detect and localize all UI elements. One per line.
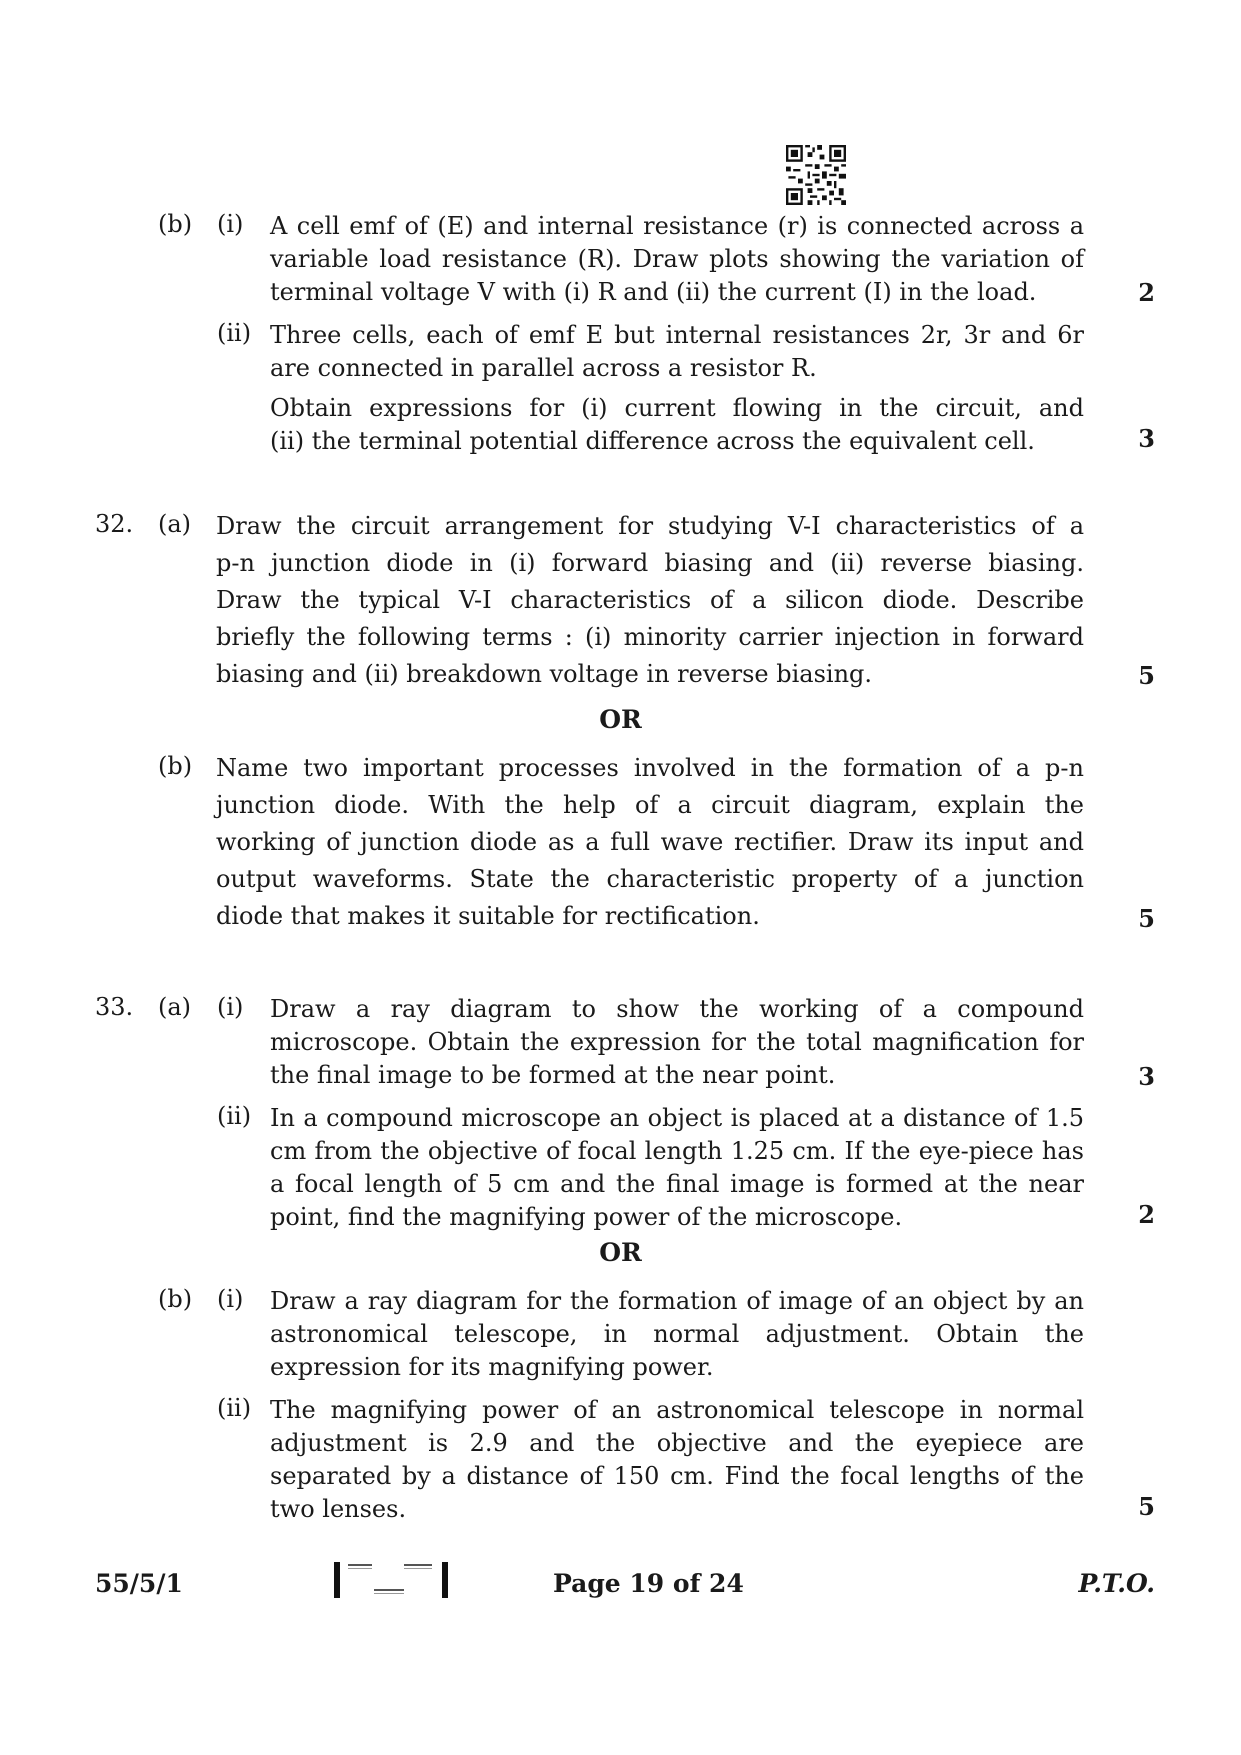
q33b-label: (b) bbox=[158, 1285, 193, 1313]
q33a-label: (a) bbox=[158, 993, 192, 1021]
q33a-ii-text bbox=[270, 1102, 1084, 1234]
text-line: microscope. Obtain the expression for the total magnification for bbox=[270, 1028, 1084, 1056]
q32a-text bbox=[216, 508, 1084, 693]
marks-q33a-i: 3 bbox=[1138, 1062, 1155, 1091]
text-line: adjustment is 2.9 and the objective and the eyepiece are bbox=[270, 1429, 1084, 1457]
or-separator-q32: OR bbox=[599, 705, 642, 734]
text-line: Draw a ray diagram for the formation of image of an object by an bbox=[270, 1287, 1084, 1315]
q31b-i-text bbox=[270, 210, 1084, 309]
q31b-ii-text-2 bbox=[270, 392, 1084, 458]
text-line: cm from the objective of focal length 1.25 cm. If the eye-piece has bbox=[270, 1137, 1084, 1165]
q31b-label: (b) bbox=[158, 210, 193, 238]
or-separator-q33: OR bbox=[599, 1238, 642, 1267]
marks-q31b-ii: 3 bbox=[1138, 424, 1155, 453]
text-line: p-n junction diode in (i) forward biasing and (ii) reverse biasing. bbox=[216, 549, 1084, 577]
marks-q32b: 5 bbox=[1138, 904, 1155, 933]
text-line: the final image to be formed at the near point. bbox=[270, 1061, 836, 1089]
q33b-ii-text bbox=[270, 1394, 1084, 1526]
text-line: output waveforms. State the characteristic property of a junction bbox=[216, 865, 1084, 893]
text-line: Name two important processes involved in the formation of a p-n bbox=[216, 754, 1084, 782]
barcode-icon bbox=[334, 1560, 450, 1600]
text-line: separated by a distance of 150 cm. Find the focal lengths of the bbox=[270, 1462, 1084, 1490]
q32-number: 32. bbox=[95, 510, 134, 538]
text-line: working of junction diode as a full wave rectifier. Draw its input and bbox=[216, 828, 1084, 856]
text-line: (ii) the terminal potential difference across the equivalent cell. bbox=[270, 427, 1035, 455]
text-line: terminal voltage V with (i) R and (ii) the current (I) in the load. bbox=[270, 278, 1037, 306]
q33a-i-label: (i) bbox=[217, 993, 244, 1021]
marks-q31b-i: 2 bbox=[1138, 278, 1155, 307]
page-number: Page 19 of 24 bbox=[553, 1569, 744, 1598]
marks-q32a: 5 bbox=[1138, 661, 1155, 690]
text-line: diode that makes it suitable for rectification. bbox=[216, 902, 760, 930]
text-line: A cell emf of (E) and internal resistance (r) is connected across a bbox=[270, 212, 1084, 240]
q32b-text bbox=[216, 750, 1084, 935]
text-line: briefly the following terms : (i) minority carrier injection in forward bbox=[216, 623, 1084, 651]
text-line: Obtain expressions for (i) current flowing in the circuit, and bbox=[270, 394, 1084, 422]
q33b-i-label: (i) bbox=[217, 1285, 244, 1313]
text-line: Draw a ray diagram to show the working of a compound bbox=[270, 995, 1084, 1023]
q31b-ii-text bbox=[270, 319, 1084, 385]
q31b-ii-label: (ii) bbox=[217, 319, 252, 347]
marks-q33a-ii: 2 bbox=[1138, 1200, 1155, 1229]
text-line: variable load resistance (R). Draw plots showing the variation of bbox=[270, 245, 1084, 273]
paper-code: 55/5/1 bbox=[95, 1569, 183, 1598]
q33a-i-text bbox=[270, 993, 1084, 1092]
text-line: Draw the typical V-I characteristics of a silicon diode. Describe bbox=[216, 586, 1084, 614]
q32b-label: (b) bbox=[158, 752, 193, 780]
q33-number: 33. bbox=[95, 993, 134, 1021]
text-line: a focal length of 5 cm and the final image is formed at the near bbox=[270, 1170, 1084, 1198]
q33a-ii-label: (ii) bbox=[217, 1102, 252, 1130]
q32a-label: (a) bbox=[158, 510, 192, 538]
text-line: The magnifying power of an astronomical telescope in normal bbox=[270, 1396, 1084, 1424]
q33b-i-text bbox=[270, 1285, 1084, 1384]
q31b-i-label: (i) bbox=[217, 210, 244, 238]
text-line: expression for its magnifying power. bbox=[270, 1353, 714, 1381]
marks-q33b: 5 bbox=[1138, 1492, 1155, 1521]
q33b-ii-label: (ii) bbox=[217, 1394, 252, 1422]
text-line: Three cells, each of emf E but internal resistances 2r, 3r and 6r bbox=[270, 321, 1084, 349]
text-line: In a compound microscope an object is placed at a distance of 1.5 bbox=[270, 1104, 1084, 1132]
text-line: point, find the magnifying power of the microscope. bbox=[270, 1203, 903, 1231]
qr-code-icon bbox=[786, 145, 846, 205]
text-line: junction diode. With the help of a circuit diagram, explain the bbox=[216, 791, 1084, 819]
text-line: biasing and (ii) breakdown voltage in reverse biasing. bbox=[216, 660, 873, 688]
text-line: astronomical telescope, in normal adjustment. Obtain the bbox=[270, 1320, 1084, 1348]
text-line: Draw the circuit arrangement for studying V-I characteristics of a bbox=[216, 512, 1084, 540]
pto-label: P.T.O. bbox=[1078, 1569, 1155, 1598]
text-line: two lenses. bbox=[270, 1495, 407, 1523]
text-line: are connected in parallel across a resistor R. bbox=[270, 354, 817, 382]
